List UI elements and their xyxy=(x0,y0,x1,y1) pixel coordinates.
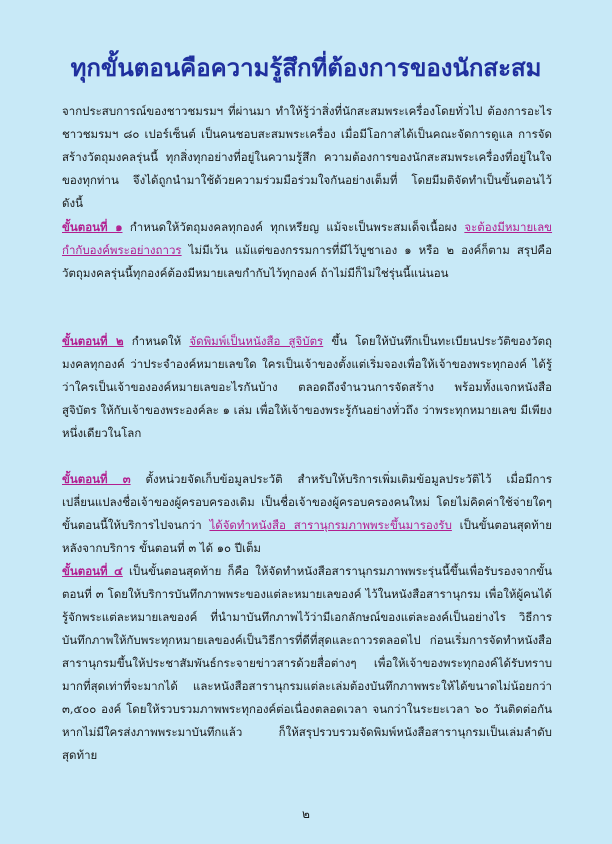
step-2-paragraph xyxy=(62,330,552,445)
page-number: ๒ xyxy=(302,807,310,821)
step-3-paragraph xyxy=(62,468,552,560)
step-3-label: ขั้นตอนที่ ๓ xyxy=(62,472,131,486)
step-4-text: เป็นขั้นตอนสุดท้าย ก็คือ ให้จัดทำหนังสือสารานุกรมภาพพระรุ่นนี้ขึ้นเพื่อรับรองจากขั้นตอนที่ ๓ โดยให้บริการบันทึกภาพพระของแต่ละหมายเลของค์ ไว้ในหนังสือสารานุกรม เพื่อให้ผู้คนได้รู้จักพระแต่ละหมายเลของค์ ที่นำมาบันทึกภาพไว้ว่ามีเอกลักษณ์ของแต่ละองค์เป็นอย่างไร วิธีการบันทึกภาพให้กับพระทุกหมายเลของค์เป็นวิธีการที่ดีที่สุดและถาวรตลอดไป ก่อนเริ่มการจัดทำหนังสือสารานุกรมขึ้นให้ประชาสัมพันธ์กระจายข่าวสารด้วยสื่อต่างๆ เพื่อให้เจ้าของพระทุกองค์ได้รับทราบมากที่สุดเท่าที่จะมากได้ และหนังสือสารานุกรมแต่ละเล่มต้องบันทึกภาพพระให้ได้ขนาดไม่น้อยกว่า ๓,๕๐๐ องค์ โดยให้รวบรวมภาพพระทุกองค์ต่อเนื่องตลอดเวลา จนกว่าในระยะเวลา ๖๐ วันติดต่อกัน หากไม่มีใครส่งภาพพระมาบันทึกแล้ว ก็ให้สรุปรวบรวมจัดพิมพ์หนังสือสารานุกรมเป็นเล่มลำดับสุดท้าย xyxy=(62,564,553,762)
step-2-text: กำหนดให้ xyxy=(131,334,182,348)
step-1-highlight: จะต้องมีหมายเลขกำกับองค์พระอย่างถาวร xyxy=(62,220,553,257)
step-1-rest: ไม่มีเว้น แม้แต่ของกรรมการที่มีไว้บูชาเอง ๑ หรือ ๒ องค์ก็ตาม สรุปคือ วัตถุมงคลรุ่นนี้ทุกองค์ต้องมีหมายเลขกำกับไว้ทุกองค์ ถ้าไม่มีก็ไม่ใช่รุ่นนี้แน่นอน xyxy=(62,243,553,280)
step-2-label: ขั้นตอนที่ ๒ xyxy=(62,334,124,348)
step-3-rest: เป็นขั้นตอนสุดท้าย หลังจากบริการ ขั้นตอนที่ ๓ ได้ ๑๐ ปีเต็ม xyxy=(62,518,552,555)
step-2-rest: ขึ้น โดยให้บันทึกเป็นทะเบียนประวัติของวัตถุมงคลทุกองค์ ว่าประจำองค์หมายเลขใด ใครเป็นเจ้าของตั้งแต่เริ่มจองเพื่อให้เจ้าของพระทุกองค์ ได้รู้ว่าใครเป็นเจ้าขององค์หมายเลขอะไรกันบ้าง ตลอดถึงจำนวนการจัดสร้าง พร้อมทั้งแจกหนังสือสูจิบัตร ให้กับเจ้าของพระองค์ละ ๑ เล่ม เพื่อให้เจ้าของพระรู้กันอย่างทั่วถึง ว่าพระทุกหมายเลข มีเพียงหนึ่งเดียวในโลก xyxy=(62,334,553,440)
step-2-highlight: จัดพิมพ์เป็นหนังสือ สูจิบัตร xyxy=(189,334,324,348)
page-title: ทุกขั้นตอนคือความรู้สึกที่ต้องการของนักสะสม xyxy=(70,53,542,82)
step-3-text: ตั้งหน่วยจัดเก็บข้อมูลประวัติ สำหรับให้บริการเพิ่มเติมข้อมูลประวัติไว้ เมื่อมีการเปลี่ยนแปลงชื่อเจ้าของผู้ครอบครองเดิม เป็นชื่อเจ้าของผู้ครอบครองคนใหม่ โดยไม่คิดค่าใช้จ่ายใดๆ ขั้นตอนนี้ให้บริการไปจนกว่า xyxy=(62,472,553,532)
step-4-paragraph xyxy=(62,560,552,767)
step-1-label: ขั้นตอนที่ ๑ xyxy=(62,220,123,234)
step-4-label: ขั้นตอนที่ ๔ xyxy=(62,564,123,578)
step-3-highlight: ได้จัดทำหนังสือ สารานุกรมภาพพระขึ้นมารองรับ xyxy=(209,518,452,532)
intro-paragraph: จากประสบการณ์ของชาวชมรมฯ ที่ผ่านมา ทำให้รู้ว่าสิ่งที่นักสะสมพระเครื่องโดยทั่วไป ต้องการอะไร ชาวชมรมฯ ๘๐ เปอร์เซ็นต์ เป็นคนชอบสะสมพระเครื่อง เมื่อมีโอกาสได้เป็นคณะจัดการดูแล การจัดสร้างวัตถุมงคลรุ่นนี้ ทุกสิ่งทุกอย่างที่อยู่ในความรู้สึก ความต้องการของนักสะสมพระเครื่องที่อยู่ในใจของทุกท่าน จึงได้ถูกนำมาใช้ด้วยความร่วมมือร่วมใจกันอย่างเต็มที่ โดยมีมติจัดทำเป็นขั้นตอนไว้ ดังนี้ xyxy=(62,104,552,210)
step-1-paragraph xyxy=(62,216,552,285)
step-1-text: กำหนดให้วัตถุมงคลทุกองค์ ทุกเหรียญ แม้จะเป็นพระสมเด็จเนื้อผง xyxy=(129,220,458,234)
